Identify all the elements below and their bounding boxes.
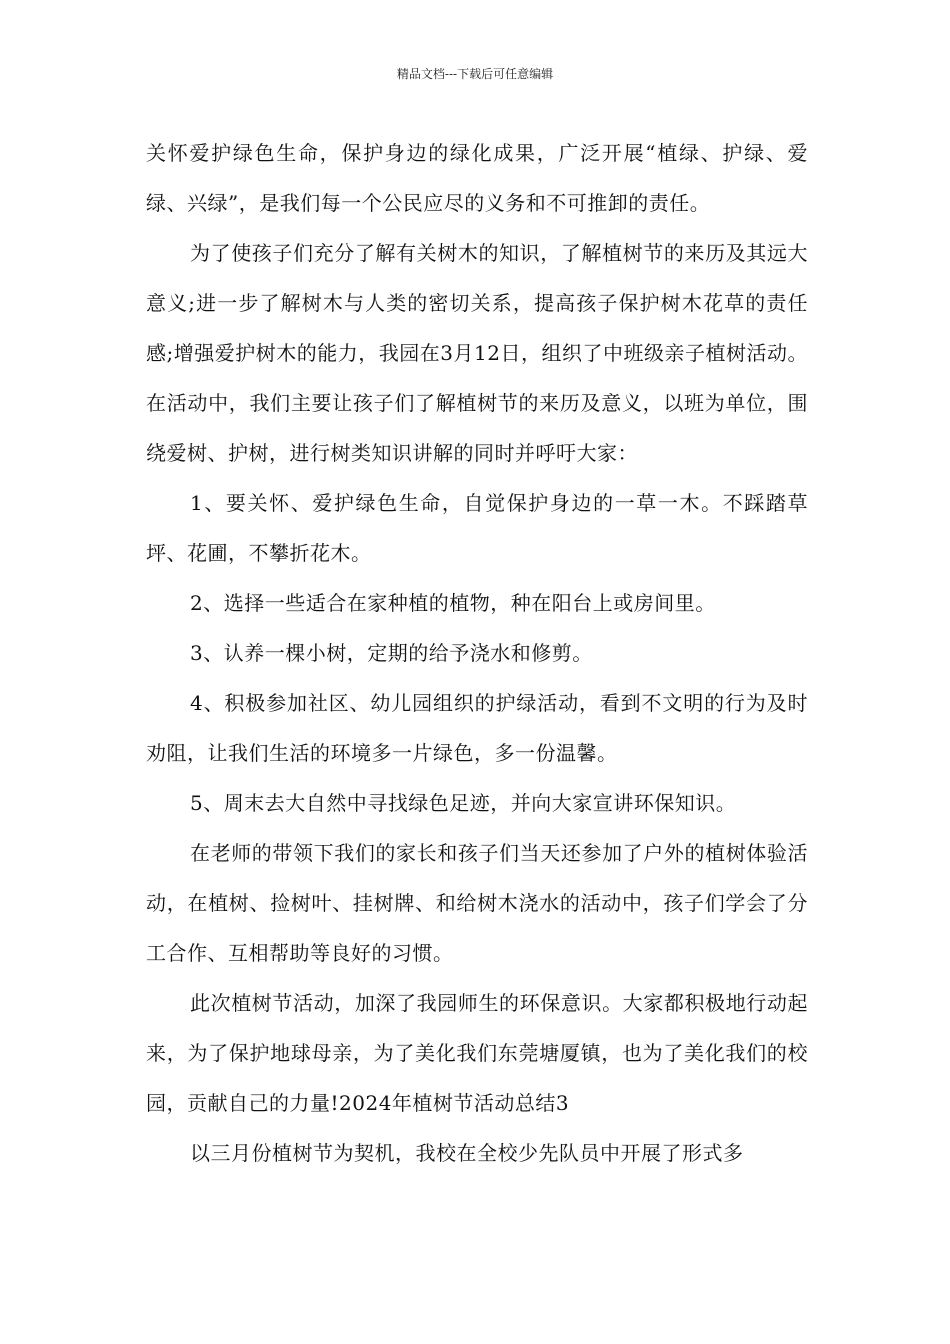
paragraph-continuation: 关怀爱护绿色生命，保护身边的绿化成果，广泛开展“植绿、护绿、爱绿、兴绿”，是我们每一个公民应尽的义务和不可推卸的责任。 [146,141,808,215]
paragraph-next: 以三月份植树节为契机，我校在全校少先队员中开展了形式多 [190,1141,744,1165]
list-item-1: 1、要关怀、爱护绿色生命，自觉保护身边的一草一木。不踩踏草坪、花圃，不攀折花木。 [146,491,808,565]
paragraph-summary: 此次植树节活动，加深了我园师生的环保意识。大家都积极地行动起来，为了保护地球母亲，为了美化我们东莞塘厦镇，也为了美化我们的校园，贡献自己的力量!2024年植树节活动总结3 [146,991,808,1115]
list-item-2: 2、选择一些适合在家种植的植物，种在阳台上或房间里。 [190,591,716,615]
page-header: 精品文档---下载后可任意编辑 [396,67,554,81]
paragraph-intro: 为了使孩子们充分了解有关树木的知识，了解植树节的来历及其远大意义;进一步了解树木与人类的密切关系，提高孩子保护树木花草的责任感;增强爱护树木的能力，我园在3月12日，组织了中班级亲子植树活动。在活动中，我们主要让孩子们了解植树节的来历及意义，以班为单位，围绕爱树、护树，进行树类知识讲解的同时并呼吁大家： [146,241,808,465]
list-item-3: 3、认养一棵小树，定期的给予浇水和修剪。 [190,641,593,665]
document-body [146,128,808,1178]
paragraph-activity: 在老师的带领下我们的家长和孩子们当天还参加了户外的植树体验活动，在植树、捡树叶、挂树牌、和给树木浇水的活动中，孩子们学会了分工合作、互相帮助等良好的习惯。 [146,841,808,965]
list-item-4: 4、积极参加社区、幼儿园组织的护绿活动，看到不文明的行为及时劝阻，让我们生活的环境多一片绿色，多一份温馨。 [146,691,808,765]
list-item-5: 5、周末去大自然中寻找绿色足迹，并向大家宣讲环保知识。 [190,791,737,815]
